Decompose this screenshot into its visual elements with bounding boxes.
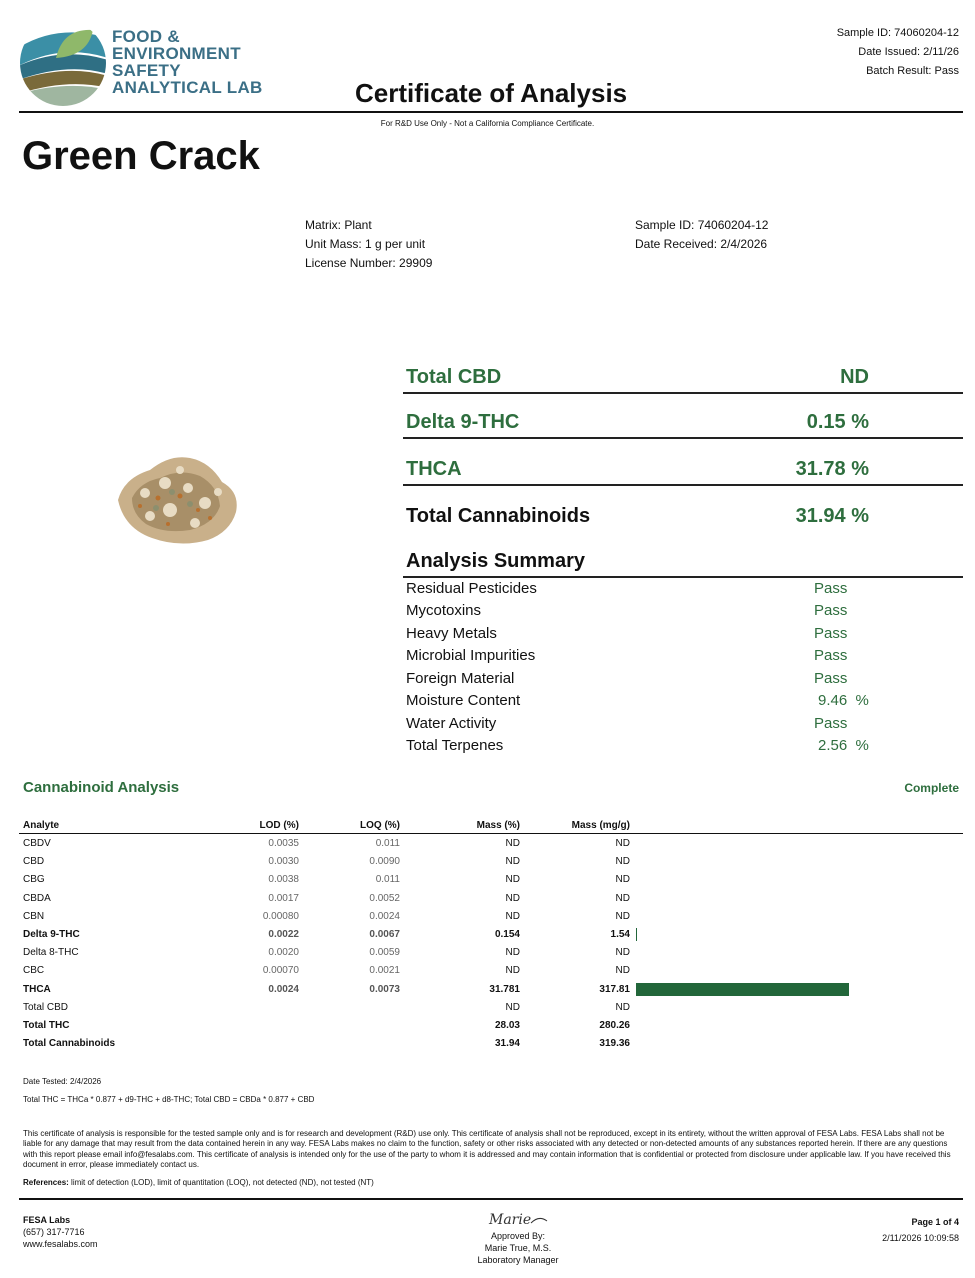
potency-value: 0.15 % [806, 411, 869, 433]
mass-mg-cell: 319.36 [599, 1038, 630, 1050]
table-row [0, 853, 975, 871]
mass-cell: ND [505, 910, 520, 922]
loq-cell: 0.0021 [369, 965, 400, 977]
summary-label: Mycotoxins [406, 602, 482, 619]
potency-value: 31.78 % [795, 458, 869, 480]
potency-label: THCA [406, 458, 462, 480]
analyte-cell: Total THC [23, 1020, 70, 1031]
table-row [0, 871, 975, 889]
table-row [0, 1017, 975, 1035]
loq-cell: 0.0024 [369, 910, 400, 922]
logo-line: ENVIRONMENT [112, 44, 241, 63]
loq-cell: 0.0059 [369, 947, 400, 959]
mass-cell: 31.781 [489, 983, 520, 995]
date-tested: Date Tested: 2/4/2026 [23, 1077, 102, 1086]
lod-cell: 0.0035 [268, 838, 299, 849]
potency-label: Delta 9-THC [406, 411, 520, 433]
cannabinoid-section-title: Cannabinoid Analysis [23, 779, 180, 796]
table-row [0, 908, 975, 926]
mass-mg-cell: ND [615, 874, 630, 886]
mass-cell: ND [505, 1001, 520, 1013]
mass-mg-cell: ND [615, 1001, 630, 1013]
summary-label: Residual Pesticides [406, 580, 537, 597]
footer-company-info [23, 1214, 98, 1250]
report-timestamp: 2/11/2026 10:09:58 [882, 1233, 959, 1243]
summary-value: 2.56 % [818, 737, 869, 754]
concentration-bar [636, 983, 849, 996]
product-meta-left [305, 216, 432, 273]
lod-cell: 0.0022 [268, 929, 299, 940]
lod-cell: 0.0024 [268, 983, 299, 995]
disclaimer: This certificate of analysis is responsible for the tested sample only and is for research and development (R&D) use only. This certificate of analysis shall not be reproduced, except in its entirety, without the written approval of FESA Labs. FESA Labs shall not be liable for any damage that may result from the data contained herein in any way. FESA Labs makes no claim to the function, safety or other risks associated with any detected or non-detected amounts of any substances reported herein. If there are any questions with this report please email info@fesalabs.com. This certificate of analysis is intended only for the use of the party to whom it is addressed and may contain information that is confidential or protected from disclosure under applicable law. If you have received this document in error, please immediately contact us. [23, 1129, 951, 1169]
approved-by: Approved By: [490, 1231, 546, 1241]
potency-label: Total Cannabinoids [406, 505, 591, 527]
mass-cell: ND [505, 838, 520, 849]
potency-row-thca [403, 452, 963, 486]
table-row [0, 981, 975, 999]
mass-mg-cell: ND [615, 892, 630, 904]
summary-label: Microbial Impurities [406, 647, 536, 664]
table-row [0, 835, 975, 853]
footer-approval [418, 1230, 618, 1266]
summary-label: Moisture Content [406, 692, 521, 709]
summary-divider [403, 576, 963, 578]
mass-cell: 31.94 [494, 1038, 520, 1050]
logo-line: SAFETY [112, 61, 181, 80]
summary-value: Pass [814, 647, 848, 664]
summary-value: Pass [814, 625, 848, 642]
rd-use-note: For R&D Use Only - Not a California Compliance Certificate. [380, 119, 595, 128]
table-row [0, 962, 975, 980]
matrix: Matrix: Plant [305, 218, 372, 232]
analyte-cell: Total Cannabinoids [23, 1038, 116, 1050]
col-header-loq: LOQ (%) [360, 820, 400, 831]
potency-value: 31.94 % [795, 505, 869, 527]
mass-mg-cell: 280.26 [599, 1020, 630, 1031]
table-row [0, 926, 975, 944]
mass-mg-cell: 1.54 [610, 929, 630, 940]
lod-cell: 0.0038 [268, 874, 299, 886]
logo-wordmark [112, 28, 263, 96]
mass-cell: 28.03 [494, 1020, 520, 1031]
mass-mg-cell: ND [615, 947, 630, 959]
references-label: References: [23, 1178, 69, 1187]
unit-mass: Unit Mass: 1 g per unit [305, 237, 426, 251]
col-header-analyte: Analyte [23, 820, 60, 831]
header-date-issued: Date Issued: 2/11/26 [858, 46, 959, 58]
product-name: Green Crack [22, 134, 260, 178]
summary-value: Pass [814, 580, 848, 597]
header-sample-id: Sample ID: 74060204-12 [836, 27, 959, 39]
lod-cell: 0.0017 [268, 892, 299, 904]
col-header-mass-mg: Mass (mg/g) [571, 820, 630, 831]
loq-cell: 0.0073 [369, 983, 400, 995]
cannabinoid-status: Complete [904, 781, 959, 795]
table-row [0, 890, 975, 908]
approver-title: Laboratory Manager [477, 1255, 559, 1265]
table-row [0, 1035, 975, 1053]
mass-cell: ND [505, 892, 520, 904]
loq-cell: 0.0052 [369, 892, 400, 904]
logo-line: ANALYTICAL LAB [112, 78, 263, 97]
document-title: Certificate of Analysis [355, 78, 628, 108]
footer-website: www.fesalabs.com [23, 1239, 98, 1249]
summary-label: Total Terpenes [406, 737, 504, 754]
footer-page-info [882, 1214, 959, 1246]
references-text: limit of detection (LOD), limit of quantitation (LOQ), not detected (ND), not tested (NT) [68, 1178, 374, 1187]
loq-cell: 0.0067 [369, 929, 400, 940]
concentration-bar [636, 928, 637, 941]
license-number: License Number: 29909 [305, 256, 433, 270]
analyte-cell: CBDV [23, 838, 51, 849]
summary-value: Pass [814, 602, 848, 619]
potency-value: ND [840, 366, 869, 388]
date-received: Date Received: 2/4/2026 [635, 237, 768, 251]
analyte-cell: Delta 8-THC [23, 947, 79, 959]
loq-cell: 0.0090 [369, 856, 400, 868]
mass-cell: ND [505, 856, 520, 868]
loq-cell: 0.011 [375, 838, 400, 849]
potency-label: Total CBD [406, 366, 502, 388]
analyte-cell: CBN [23, 910, 45, 922]
header-divider [19, 111, 963, 113]
summary-label: Heavy Metals [406, 625, 497, 642]
table-row [0, 944, 975, 962]
analysis-summary-title: Analysis Summary [406, 550, 585, 572]
analyte-cell: CBD [23, 856, 45, 868]
summary-label: Foreign Material [406, 670, 515, 687]
page-number: Page 1 of 4 [911, 1217, 959, 1227]
col-header-mass: Mass (%) [476, 820, 520, 831]
signature-text: Marie [489, 1212, 532, 1228]
analyte-cell: Delta 9-THC [23, 929, 80, 940]
footer-phone: (657) 317-7716 [23, 1227, 85, 1237]
potency-row-total-cannabinoids [403, 499, 963, 533]
table-header-divider [19, 833, 963, 834]
references [23, 1178, 374, 1187]
col-header-lod: LOD (%) [259, 820, 299, 831]
mass-cell: 0.154 [494, 929, 520, 940]
mass-mg-cell: ND [615, 838, 630, 849]
signature [487, 1209, 549, 1229]
summary-label: Water Activity [406, 715, 497, 732]
summary-value: 9.46 % [818, 692, 869, 709]
total-formula: Total THC = THCa * 0.877 + d9-THC + d8-THC; Total CBD = CBDa * 0.877 + CBD [23, 1095, 315, 1104]
approver-name: Marie True, M.S. [484, 1243, 552, 1253]
mass-mg-cell: 317.81 [599, 983, 630, 995]
lod-cell: 0.0020 [268, 947, 299, 959]
analyte-cell: CBC [23, 965, 45, 977]
potency-row-total-cbd [403, 360, 963, 394]
loq-cell: 0.011 [375, 874, 400, 886]
mass-cell: ND [505, 874, 520, 886]
potency-row-delta9 [403, 405, 963, 439]
mass-mg-cell: ND [615, 856, 630, 868]
lod-cell: 0.00070 [262, 965, 299, 977]
mass-mg-cell: ND [615, 965, 630, 977]
analyte-cell: THCA [23, 983, 51, 995]
mass-cell: ND [505, 965, 520, 977]
lod-cell: 0.00080 [262, 910, 299, 922]
mass-mg-cell: ND [615, 910, 630, 922]
mass-cell: ND [505, 947, 520, 959]
header-batch-result: Batch Result: Pass [866, 65, 959, 77]
table-row [0, 999, 975, 1017]
summary-value: Pass [814, 715, 848, 732]
logo-line: FOOD & [112, 27, 180, 46]
header-sample-info [837, 24, 959, 81]
footer-company: FESA Labs [23, 1215, 71, 1225]
footer-divider [19, 1198, 963, 1200]
product-image [110, 448, 245, 553]
summary-value: Pass [814, 670, 848, 687]
sample-id: Sample ID: 74060204-12 [635, 218, 769, 232]
analyte-cell: CBG [23, 874, 45, 886]
analyte-cell: Total CBD [23, 1001, 69, 1013]
lod-cell: 0.0030 [268, 856, 299, 868]
product-meta-right [635, 216, 768, 254]
fesa-logo [18, 18, 108, 108]
analyte-cell: CBDA [23, 892, 51, 904]
